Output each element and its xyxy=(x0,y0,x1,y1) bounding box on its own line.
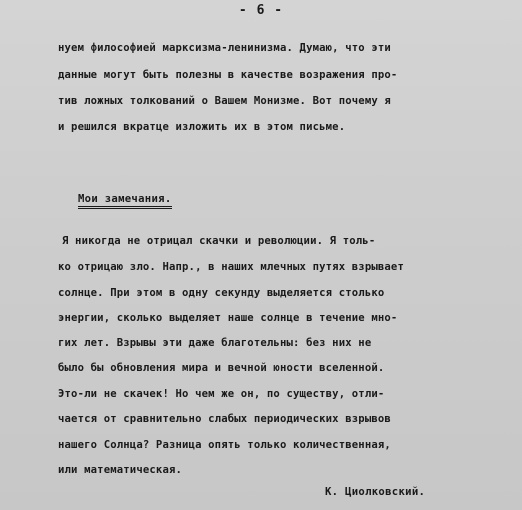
intro-line-4: и решился вкратце изложить их в этом письме. xyxy=(58,121,346,133)
body-line-4: энергии, сколько выделяет наше солнце в течение мно- xyxy=(58,312,398,324)
body-line-6: было бы обновления мира и вечной юности вселенной. xyxy=(58,362,385,374)
body-line-9: нашего Солнца? Разница опять только количественная, xyxy=(58,439,391,451)
section-heading: Мои замечания. xyxy=(78,193,172,209)
body-line-10: или математическая. xyxy=(58,464,183,476)
body-line-1: Я никогда не отрицал скачки и революции. Я толь- xyxy=(62,235,376,247)
intro-line-1: нуем философией марксизма-ленинизма. Думаю, что эти xyxy=(58,42,391,54)
body-line-3: солнце. При этом в одну секунду выделяется столько xyxy=(58,287,385,299)
signature: К. Циолковский. xyxy=(325,486,426,498)
body-line-8: чается от сравнительно слабых периодических взрывов xyxy=(58,413,391,425)
page-number: - 6 - xyxy=(238,3,284,18)
intro-line-3: тив ложных толкований о Вашем Монизме. Вот почему я xyxy=(58,95,391,107)
body-line-5: гих лет. Взрывы эти даже благотельны: без них не xyxy=(58,337,372,349)
body-line-2: ко отрицаю зло. Напр., в наших млечных путях взрывает xyxy=(58,261,404,273)
intro-line-2: данные могут быть полезны в качестве возражения про- xyxy=(58,69,398,81)
body-line-7: Это-ли не скачек! Но чем же он, по существу, отли- xyxy=(58,388,385,400)
